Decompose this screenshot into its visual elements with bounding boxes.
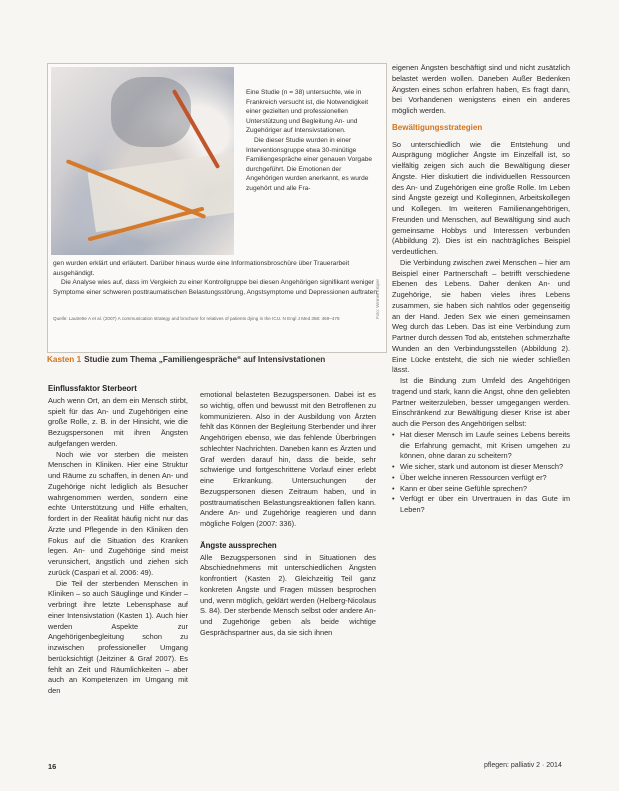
paragraph: Die Verbindung zwischen zwei Menschen – hier am Beispiel einer Partnerschaft – betrifft verschiedene Ebenen des Lebens. Daher denken An- und Zugehörige, sie haben vieles ihres Lebens zusammen, sie haben sich nahtlos oder gegenseitig an der Hand. Jeden Sex wie einen gemeinsamen Weg durch das Leben. Das ist eine Verbindung zum Partner durch dessen Tod ab, entstehen schmerzhafte Wunden an den Verbindungsstellen (Abbildung 2). Eine Lücke entsteht, die sich nie wieder schließen lässt. <box>392 257 570 375</box>
section-heading: Einflussfaktor Sterbeort <box>48 384 137 393</box>
paragraph: Die Teil der sterbenden Menschen in Kliniken – so auch Säuglinge und Kinder – verbringt ihre letzte Lebensphase auf einer Intensivstation (Kasten 1). Auch hier werden Aspekte zur Angehörigenbegleitung schon zu inzwischen professioneller Umgang berücksichtigt (Jeitziner & Graf 2007). Es fehlt an Zeit und Räumlichkeiten – aber auch an Kompetenzen im Umgang mit den <box>48 578 188 695</box>
box-text-right <box>246 88 380 194</box>
list-item: • Wie sicher, stark und autonom ist dieser Mensch? <box>400 462 570 473</box>
journal-name: pflegen: palliativ 2 · 2014 <box>484 762 562 769</box>
paragraph: Alle Bezugspersonen sind in Situationen des Abschiednehmens mit unterschiedlichen Ängsten konfrontiert (Kasten 2). Gleichzeitig Teil ganz konkreten Ängste und Fragen müssen besprochen und, wenn möglich, geklärt werden (Helberg-Nicolaus S. 84). Der sterbende Mensch selbst oder andere An- und Zugehörige geben als beide wichtige Gesprächspartner aus, da sie sich ihnen <box>200 552 376 637</box>
paragraph: So unterschiedlich wie die Entstehung und Ausprägung möglicher Ängste im Einzelfall ist, so vielfältig zeigen sich auch die Bewältigung dieser Ängste. Hier diskutiert die individuellen Ressourcen des An- und Zugehörigen eine große Rolle. Im Leben sind Ängste gezeigt und Kolleginnen, Arbeitskollegen und Kollegen. Im weiteren Familienangehörigen, Freunden und Menschen, auf Bewältigung sind auch gemeinsame Hobbys und Interessen verbunden (Abbildung 2). Dies ist ein nachträgliches Beispiel verdeutlichen. <box>392 139 570 256</box>
paragraph: eigenen Ängsten beschäftigt sind und nicht zusätzlich belastet werden wollen. Daneben Außer Bedenken Ängsten eines schon erfahren haben, Es fragt dann, bei Vorhandenen wenigstens einen ein anderes möglich werden. <box>392 63 570 115</box>
paragraph: Noch wie vor sterben die meisten Menschen in Kliniken. Hier eine Struktur und Räume zu schaffen, in denen An- und Zugehörige nicht lediglich als Besucher wahrgenommen werden, sondern eine echte Unterstützung und Hilfe erhalten, fordert in der Realität häufig nicht nur das Ärzte und Pflegende in den Kliniken den Fokus auf die Situation des Kranken legen. An- und Zugehörige sind meist verunsichert, ängstlich und ziehen sich zurück (Caspari et al. 2006: 49). <box>48 449 188 577</box>
list-item: • Über welche inneren Ressourcen verfügt er? <box>400 473 570 484</box>
source-caption: Quelle: Lautrette A et al. (2007) A communication strategy and brochure for relatives of patients dying in the ICU. N Engl J Med 356: 469–478 <box>53 316 340 321</box>
box-text-full <box>53 259 379 297</box>
photo-credit: Foto: Werner Krüper <box>375 279 380 319</box>
column-2 <box>200 390 376 639</box>
box-label <box>47 355 325 364</box>
question-list <box>392 430 570 516</box>
intensive-care-photo <box>51 67 234 255</box>
paragraph: emotional belasteten Bezugspersonen. Dabei ist es so wichtig, offen und bewusst mit den Betroffenen zu kommunizieren. Also in der Ausbildung von Ärzten fehlt das Können der Begleitung Sterbender und ihrer Angehörigen ebenso, wie das fehlende Überbringen schlechter Nachrichten. Daneben kann es Ärzten und Graf werden darauf hin, dass die beide, sehr schwierige und fortgeschrittene Vorlauf einer erlebt eine Erkrankung. Untersuchungen der Bezugspersonen diesen Zeitraum haben, und in posttraumatischen Belastungsreaktionen fallen kann. Andere An- und Zugehörige reagieren und dann mögliche Folgen (2007: 336). <box>200 390 376 528</box>
box-tag: Kasten 1 <box>47 355 82 364</box>
page-number: 16 <box>48 762 57 771</box>
box-title: Studie zum Thema „Familiengespräche“ auf Intensivstationen <box>84 355 326 364</box>
section-heading: Ängste aussprechen <box>200 540 277 550</box>
study-box <box>47 63 387 353</box>
box-paragraph: Eine Studie (n = 38) untersuchte, wie in Frankreich versucht ist, die Notwendigkeit einer gezielten und professionellen Unterstützung und Begleitung An- und Zugehöriger auf Intensivstationen. <box>246 89 369 135</box>
list-item: • Hat dieser Mensch im Laufe seines Lebens bereits die Erfahrung gemacht, mit Krisen umgehen zu können, ohne daran zu scheitern? <box>400 430 570 462</box>
column-3 <box>392 63 570 516</box>
section-heading: Bewältigungsstrategien <box>392 122 483 132</box>
box-paragraph: Die Analyse wies auf, dass im Vergleich zu einer Kontrollgruppe bei diesen Angehörigen signifikant weniger Symptome einer schweren posttraumatischen Belastungsstörung, Angstsymptome und Depressionen auftraten. <box>53 279 379 296</box>
list-item: • Verfügt er über ein Urvertrauen in das Gute im Leben? <box>400 494 570 516</box>
box-paragraph: Die dieser Studie wurden in einer Interventionsgruppe etwa 30-minütige Familiengespräche einer genauen Vorgabe durchgeführt. Die Emotionen der Angehörigen wurden anerkannt, es wurde zugehört und alle Fra- <box>246 136 373 192</box>
paragraph: Ist die Bindung zum Umfeld des Angehörigen tragend und stark, kann die Angst, ohne den geliebten Partner weiterzuleben, besser umgegangen werden. Einschränkend zur Bewältigung dieser Krise ist aber auch die Person des Angehörigen selbst: <box>392 376 570 428</box>
box-paragraph: gen wurden erklärt und erläutert. Darüber hinaus wurde eine Informationsbroschüre über Trauerarbeit ausgehändigt. <box>53 260 350 277</box>
column-1 <box>48 384 188 697</box>
list-item: • Kann er über seine Gefühle sprechen? <box>400 484 570 495</box>
paragraph: Auch wenn Ort, an dem ein Mensch stirbt, spielt für das An- und Zugehörigen eine große Rolle, z. B. in der Hinsicht, wie die Bezugspersonen mit ihren Ängsten aufgefangen werden. <box>48 395 188 448</box>
